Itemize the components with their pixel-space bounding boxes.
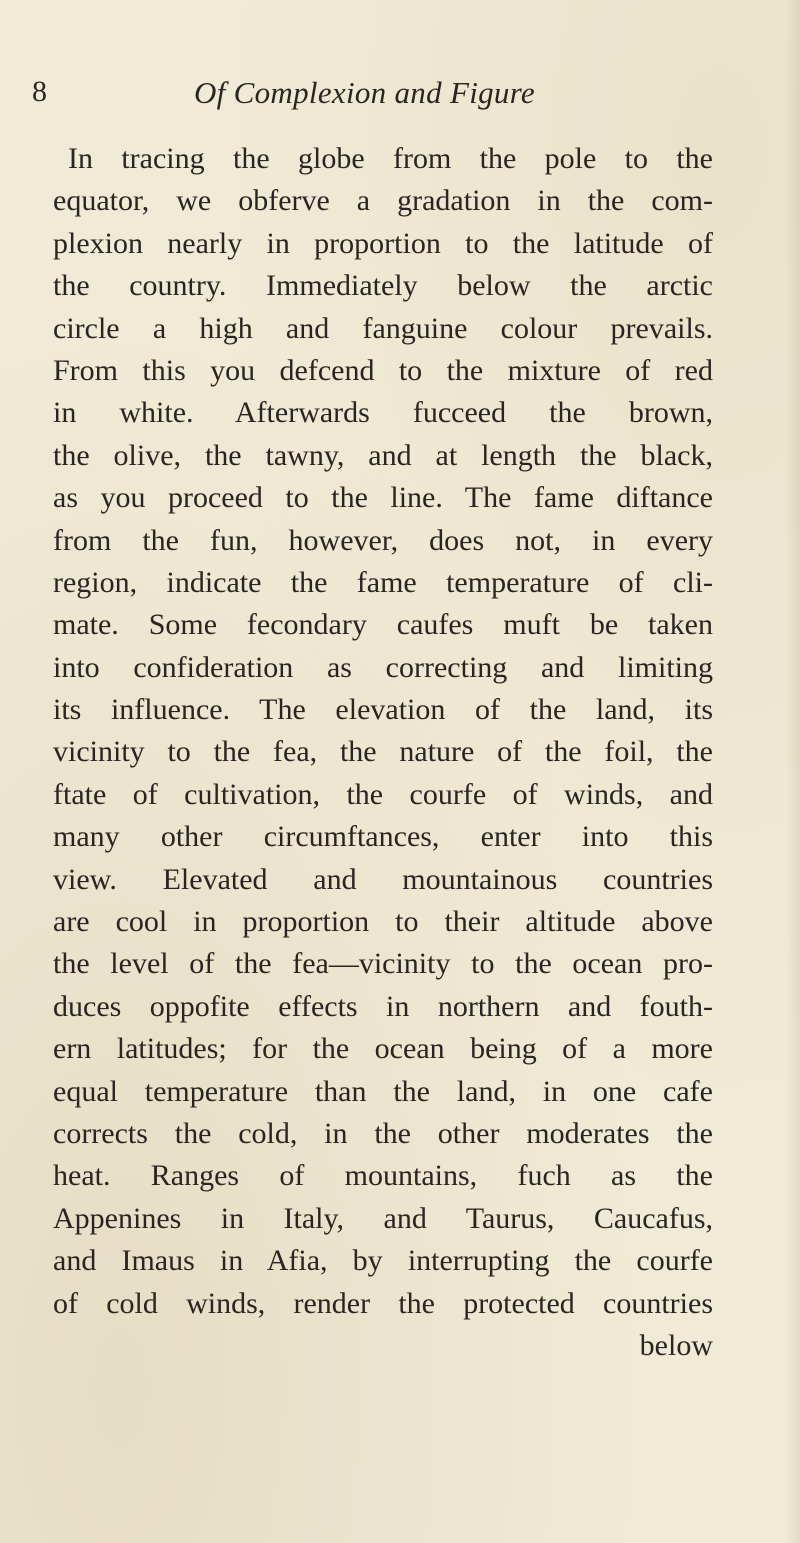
catchword: below	[639, 1328, 713, 1362]
running-head: Of Complexion and Figure	[194, 75, 535, 110]
text-line: region, indicate the fame temperature of cli-	[53, 565, 713, 599]
text-line: are cool in proportion to their altitude above	[53, 905, 713, 939]
text-line: and Imaus in Afia, by interrupting the courfe	[53, 1244, 713, 1278]
text-line: plexion nearly in proportion to the latitude of	[53, 226, 713, 260]
text-line: from the fun, however, does not, in every	[53, 523, 713, 557]
text-line: in white. Afterwards fucceed the brown,	[53, 396, 713, 430]
body-paragraph	[53, 138, 713, 1367]
text-line: In tracing the globe from the pole to the	[68, 142, 713, 175]
text-line: its influence. The elevation of the land, its	[53, 693, 713, 727]
text-line: ftate of cultivation, the courfe of winds, and	[53, 777, 713, 811]
text-line: as you proceed to the line. The fame diftance	[53, 481, 713, 515]
text-line: ern latitudes; for the ocean being of a more	[53, 1032, 713, 1066]
text-line: circle a high and fanguine colour prevails.	[53, 311, 713, 345]
text-line: From this you defcend to the mixture of red	[53, 353, 713, 387]
text-line: heat. Ranges of mountains, fuch as the	[53, 1159, 713, 1193]
text-line: of cold winds, render the protected countries	[53, 1286, 713, 1320]
text-line: view. Elevated and mountainous countries	[53, 862, 713, 896]
text-line: many other circumftances, enter into this	[53, 820, 713, 854]
text-line: corrects the cold, in the other moderates the	[53, 1116, 713, 1150]
text-line: equal temperature than the land, in one cafe	[53, 1074, 713, 1108]
page-header	[32, 75, 752, 119]
text-line: into confideration as correcting and limiting	[53, 650, 713, 684]
page-edge-shadow	[786, 0, 800, 1543]
text-line: mate. Some fecondary caufes muft be taken	[53, 608, 713, 642]
page-number: 8	[32, 75, 47, 108]
text-line: duces oppofite effects in northern and fouth-	[53, 989, 713, 1023]
text-line: the olive, the tawny, and at length the black,	[53, 438, 713, 472]
text-line: vicinity to the fea, the nature of the foil, the	[53, 735, 713, 769]
text-line: the level of the fea—vicinity to the ocean pro-	[53, 947, 713, 981]
text-line: the country. Immediately below the arctic	[53, 269, 713, 303]
text-line: equator, we obferve a gradation in the com-	[53, 184, 713, 218]
text-line: Appenines in Italy, and Taurus, Caucafus,	[53, 1201, 713, 1235]
